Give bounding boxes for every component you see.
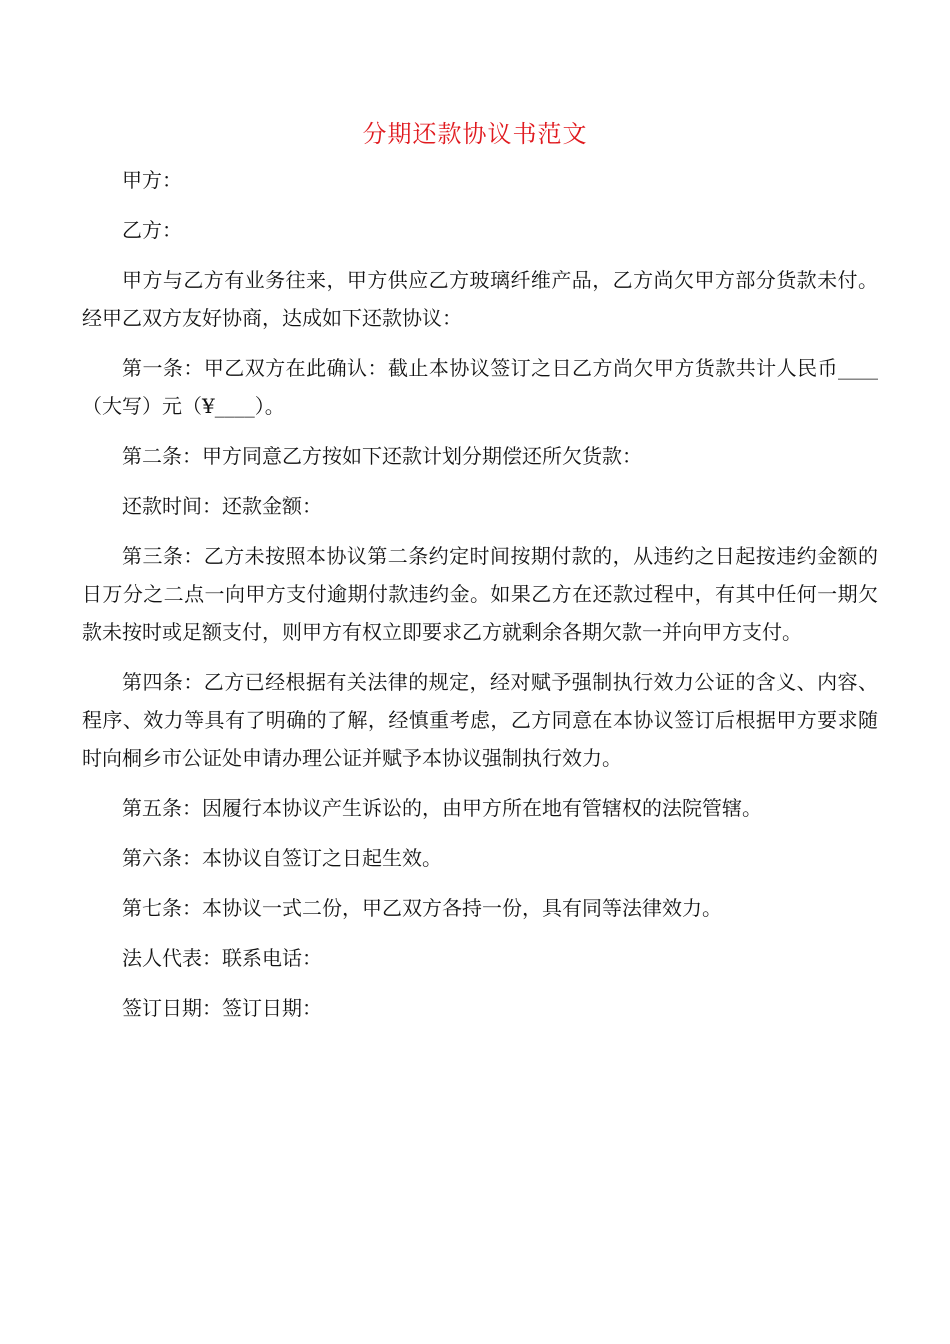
signing-date-line: 签订日期：签订日期：	[122, 996, 322, 1020]
article-3-paragraph: 第三条：乙方未按照本协议第二条约定时间按期付款的，从违约之日起按违约金额的日万分之二点一向甲方支付逾期付款违约金。如果乙方在还款过程中，有其中任何一期欠款未按时或足额支付，则甲方有权立即要求乙方就剩余各期欠款一并向甲方支付。	[82, 544, 878, 644]
article-4-paragraph: 第四条：乙方已经根据有关法律的规定，经对赋予强制执行效力公证的含义、内容、程序、效力等具有了明确的了解，经慎重考虑，乙方同意在本协议签订后根据甲方要求随时向桐乡市公证处申请办理公证并赋予本协议强制执行效力。	[82, 670, 878, 770]
document-body	[82, 161, 878, 1039]
party-a-line: 甲方：	[122, 168, 182, 192]
article-1-paragraph: 第一条：甲乙双方在此确认：截止本协议签订之日乙方尚欠甲方货款共计人民币____（大写）元（¥____）。	[82, 356, 878, 418]
article-7-paragraph: 第七条：本协议一式二份，甲乙双方各持一份，具有同等法律效力。	[122, 896, 722, 920]
party-b-line: 乙方：	[122, 218, 182, 242]
preamble-paragraph: 甲方与乙方有业务往来，甲方供应乙方玻璃纤维产品，乙方尚欠甲方部分货款未付。经甲乙双方友好协商，达成如下还款协议：	[82, 268, 878, 330]
document-title: 分期还款协议书范文	[362, 120, 588, 148]
repayment-schedule-line: 还款时间：还款金额：	[122, 494, 322, 518]
article-2-paragraph: 第二条：甲方同意乙方按如下还款计划分期偿还所欠货款：	[122, 444, 642, 468]
article-6-paragraph: 第六条：本协议自签订之日起生效。	[122, 846, 442, 870]
article-5-paragraph: 第五条：因履行本协议产生诉讼的，由甲方所在地有管辖权的法院管辖。	[122, 796, 762, 820]
legal-representative-line: 法人代表：联系电话：	[122, 946, 322, 970]
